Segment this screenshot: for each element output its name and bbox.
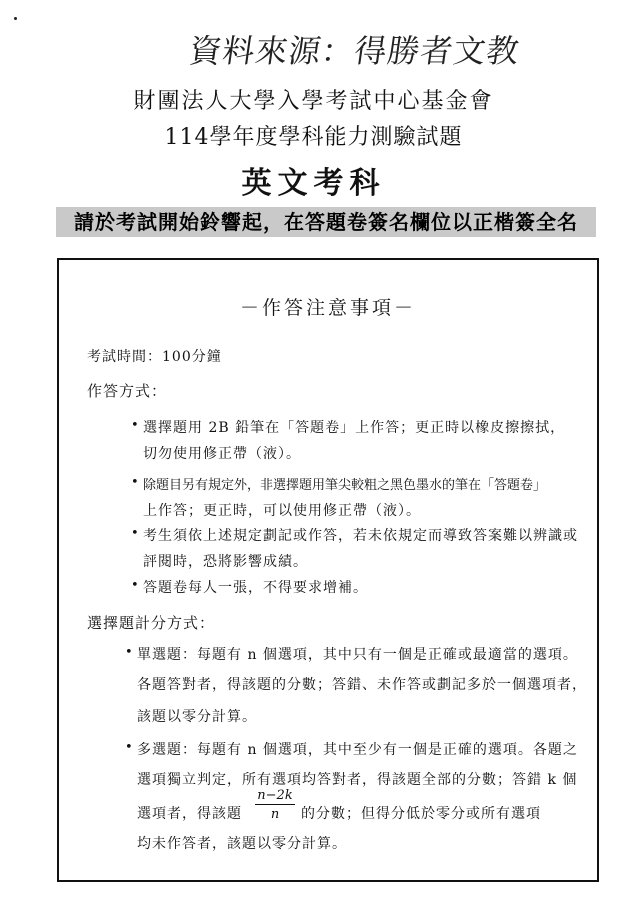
method-item-2-line-1: 除題目另有規定外，非選擇題用筆尖較粗之黑色墨水的筆在「答題卷」: [143, 478, 547, 493]
fraction-denominator: n: [270, 807, 280, 822]
single-choice-line-3: 該題以零分計算。: [137, 709, 257, 725]
scan-speck: [14, 17, 17, 20]
method-item-1-line-1: 選擇題用 2B 鉛筆在「答題卷」上作答；更正時以橡皮擦擦拭，: [143, 420, 566, 436]
multi-choice-line-4: 均未作答者，該題以零分計算。: [137, 836, 347, 852]
multi-choice-line-3a: 選項者，得該題: [137, 806, 242, 822]
method-item-2-line-2: 上作答；更正時，可以使用修正帶（液）。: [143, 503, 421, 519]
multi-choice-line-3b: 的分數；但得分低於零分或所有選項: [301, 806, 541, 822]
method-item-1-line-2: 切勿使用修正帶（液）。: [143, 446, 301, 462]
bullet-icon: •: [131, 578, 139, 593]
method-item-4-line-1: 答題卷每人一張，不得要求增補。: [143, 580, 368, 596]
bullet-icon: •: [125, 740, 133, 755]
fraction-numerator: n−2k: [255, 788, 295, 805]
organization-name: 財團法人大學入學考試中心基金會: [133, 89, 494, 114]
multi-choice-line-2: 選項獨立判定，所有選項均答對者，得該題全部的分數；答錯 k 個: [137, 772, 578, 788]
method-item-3-line-2: 評閱時，恐將影響成績。: [143, 554, 308, 570]
multi-choice-line-1: 多選題：每題有 n 個選項，其中至少有一個是正確的選項。各題之: [137, 742, 578, 758]
signature-banner: 請於考試開始鈴響起，在答題卷簽名欄位以正楷簽全名: [56, 207, 596, 237]
bullet-icon: •: [131, 475, 139, 490]
notice-box: [57, 258, 599, 882]
penalty-fraction: [255, 788, 295, 822]
exam-title: 114學年度學科能力測驗試題: [164, 125, 463, 150]
bullet-icon: •: [131, 418, 139, 433]
notice-heading: －作答注意事項－: [239, 297, 416, 319]
subject-title: 英文考科: [241, 166, 386, 201]
method-item-3-line-1: 考生須依上述規定劃記或作答，若未依規定而導致答案難以辨識或: [143, 528, 578, 544]
bullet-icon: •: [125, 645, 133, 660]
exam-time: 考試時間：100分鐘: [87, 349, 222, 365]
single-choice-line-2: 各題答對者，得該題的分數；答錯、未作答或劃記多於一個選項者，: [137, 677, 587, 693]
method-title: 作答方式：: [87, 382, 168, 400]
scoring-title: 選擇題計分方式：: [87, 614, 216, 632]
single-choice-line-1: 單選題：每題有 n 個選項，其中只有一個是正確或最適當的選項。: [137, 647, 578, 663]
source-note: 資料來源：得勝者文教: [186, 32, 523, 70]
bullet-icon: •: [131, 526, 139, 541]
